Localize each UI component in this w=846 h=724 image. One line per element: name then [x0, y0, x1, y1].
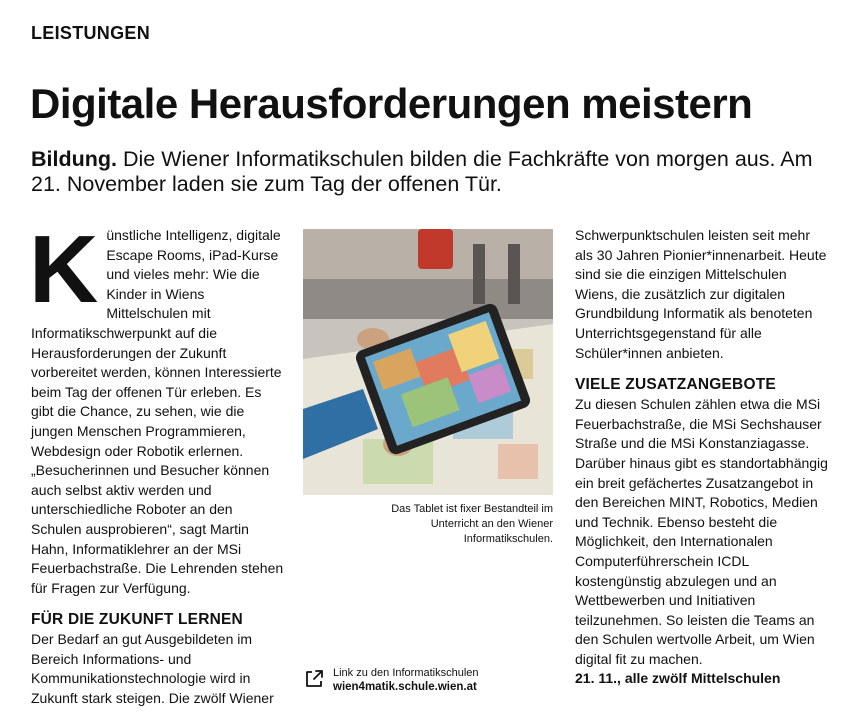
- article-photo: [303, 229, 553, 495]
- subheading-zusatzangebote: VIELE ZUSATZANGEBOTE: [575, 376, 776, 394]
- tablet-photo-illustration: [303, 229, 553, 495]
- drop-cap: K: [29, 216, 99, 323]
- subhead-text: Die Wiener Informatikschulen bilden die Fachkräfte von morgen aus. Am 21. November laden sie zum Tag der offenen Tür.: [31, 147, 813, 196]
- section-label: LEISTUNGEN: [31, 23, 151, 43]
- subheading-zukunft: FÜR DIE ZUKUNFT LERNEN: [31, 611, 243, 629]
- paragraph-zusatzangebote: Zu diesen Schulen zählen etwa die MSi Feuerbachstraße, die MSi Sechshauser Straße und die MSi Konstanziagasse. Darüber hinaus gibt es standortabhängig ein breit gefächertes Zusatzangebot in den Bereichen MINT, Robotics, Medien und Technik. Ebenso besteht die Möglichkeit, den Internationalen Computerführerschein ICDL kostengünstig abzulegen und an Wettbewerben und Initiativen teilzunehmen. So leisten die Teams an den Schulen wertvolle Arbeit, um Wien digital fit zu machen.: [575, 396, 828, 667]
- paragraph-schwerpunkt: Schwerpunktschulen leisten seit mehr als 30 Jahren Pionier*innenarbeit. Heute sind sie die einzigen Mittelschulen Wiens, die zusätzlich zur digitalen Grundbildung Informatik als benoteten Unterrichtsgegenstand für alle Schüler*innen anbieten.: [575, 227, 827, 361]
- article-column-3: [575, 226, 830, 689]
- headline: Digitale Herausforderungen meistern: [30, 80, 753, 127]
- article-column-1: [29, 216, 286, 709]
- subhead: [31, 147, 821, 197]
- external-link-icon[interactable]: [303, 668, 325, 690]
- link-url[interactable]: wien4matik.schule.wien.at: [333, 681, 477, 693]
- paragraph-zukunft: Der Bedarf an gut Ausgebildeten im Bereich Informations- und Kommunikationstechnologie wird in Zukunft stark steigen. Die zwölf Wiener: [31, 631, 274, 707]
- link-box[interactable]: [303, 666, 553, 696]
- intro-paragraph: ünstliche Intelligenz, digitale Escape Rooms, iPad-Kurse und vieles mehr: Wie die Kinder in Wiens Mittelschulen mit Informatikschwerpunkt auf die Herausforderungen der Zukunft vorbereitet werden, können Interessierte beim Tag der offenen Tür erleben. Es gibt die Chance, zu sehen, wie die jungen Menschen Programmieren, Webdesign oder Robotik erlernen. „Besucherinnen und Besucher können auch selbst aktiv werden und unterschiedliche Roboter an den Schulen ausprobieren“, sagt Martin Hahn, Informatiklehrer an der MSi Feuerbachstraße. Die Lehrenden stehen für Fragen zur Verfügung.: [31, 227, 284, 596]
- photo-caption: Das Tablet ist fixer Bestandteil im Unterricht an den Wiener Informatikschulen.: [391, 503, 553, 545]
- link-label: Link zu den Informatikschulen: [333, 667, 479, 679]
- event-info: 21. 11., alle zwölf Mittelschulen: [575, 670, 781, 687]
- subhead-kicker: Bildung.: [31, 147, 117, 171]
